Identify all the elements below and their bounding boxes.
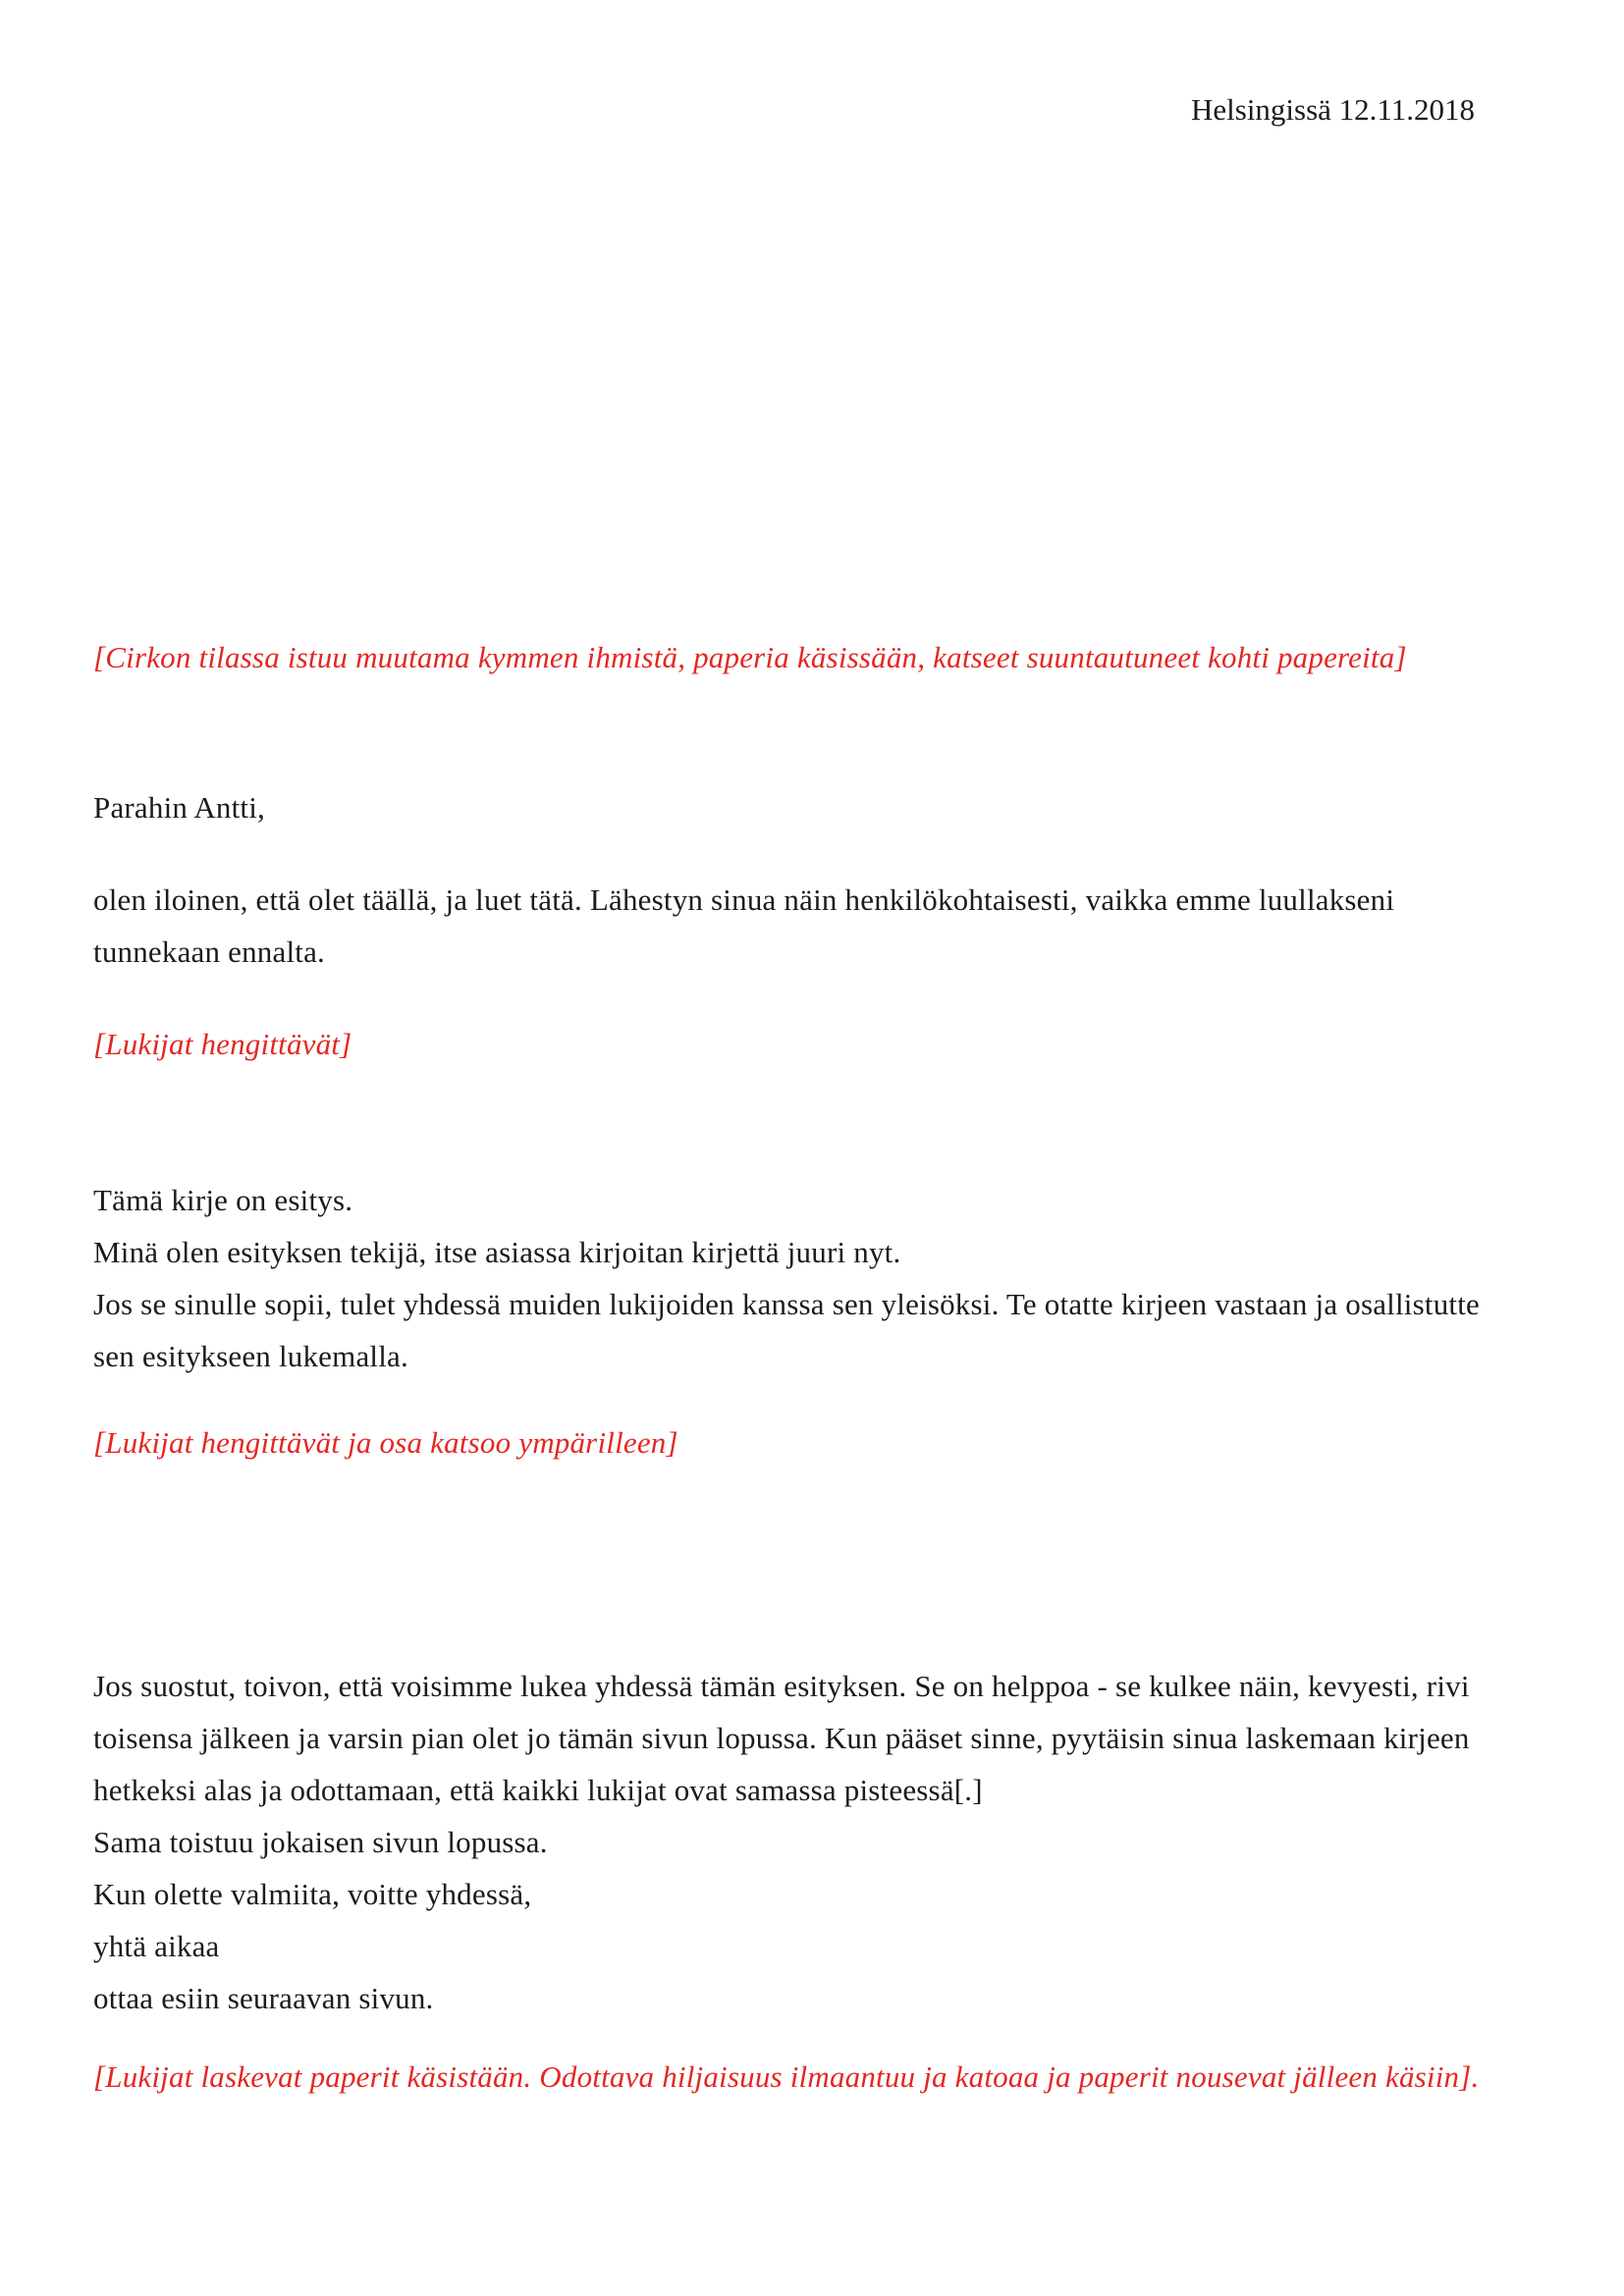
paragraph-1: olen iloinen, että olet täällä, ja luet tätä. Lähestyn sinua näin henkilökohtaisesti, vaikka emme luullakseni tunnekaan ennalta. xyxy=(93,882,1395,969)
paragraph-2-line-1: Tämä kirje on esitys. xyxy=(93,1183,353,1217)
paragraph-2-line-2: Minä olen esityksen tekijä, itse asiassa kirjoitan kirjettä juuri nyt. xyxy=(93,1235,901,1269)
stage-direction-3: [Lukijat hengittävät ja osa katsoo ympärilleen] xyxy=(93,1425,678,1460)
paragraph-2 xyxy=(93,1174,1515,1382)
salutation: Parahin Antti, xyxy=(93,790,266,825)
paragraph-3-line-3: Kun olette valmiita, voitte yhdessä, xyxy=(93,1877,532,1911)
paragraph-3 xyxy=(93,1660,1515,2024)
paragraph-3-line-4: yhtä aikaa xyxy=(93,1929,220,1963)
dateline: Helsingissä 12.11.2018 xyxy=(1191,92,1476,127)
paragraph-2-line-3: Jos se sinulle sopii, tulet yhdessä muiden lukijoiden kanssa sen yleisöksi. Te otatte kirjeen vastaan ja osallistutte sen esitykseen lukemalla. xyxy=(93,1287,1480,1373)
stage-direction-4: [Lukijat laskevat paperit käsistään. Odottava hiljaisuus ilmaantuu ja katoaa ja paperit nousevat jälleen käsiin]. xyxy=(93,2059,1480,2094)
stage-direction-1: [Cirkon tilassa istuu muutama kymmen ihmistä, paperia käsissään, katseet suuntautuneet kohti papereita] xyxy=(93,640,1407,674)
paragraph-3-line-5: ottaa esiin seuraavan sivun. xyxy=(93,1981,434,2015)
stage-direction-2: [Lukijat hengittävät] xyxy=(93,1027,352,1061)
paragraph-3-line-2: Sama toistuu jokaisen sivun lopussa. xyxy=(93,1825,548,1859)
paragraph-3-line-1: Jos suostut, toivon, että voisimme lukea yhdessä tämän esityksen. Se on helppoa - se kulkee näin, kevyesti, rivi toisensa jälkeen ja varsin pian olet jo tämän sivun lopussa. Kun pääset sinne, pyytäisin sinua laskemaan kirjeen hetkeksi alas ja odottamaan, että kaikki lukijat ovat samassa pisteessä[.] xyxy=(93,1669,1470,1807)
